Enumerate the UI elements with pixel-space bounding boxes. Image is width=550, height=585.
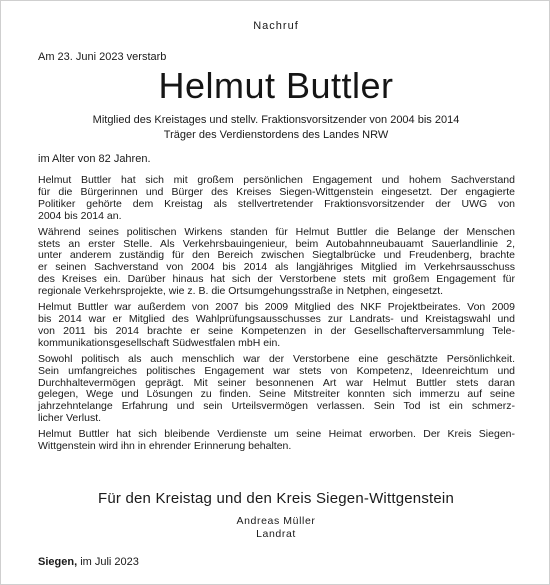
body-line: Wittgenstein wird ihn in ehrender Erinnerung behalten. — [38, 440, 292, 453]
body-paragraph — [38, 429, 515, 453]
body-line: unter anderem zuständig für den Bereich zwischen Siegtalbrücke und Freudenberg, brachte — [38, 249, 515, 262]
roles-block — [1, 113, 550, 143]
body-line: jahrzehntelange Erfahrung und sein Urteilsvermögen verlassen. Sein Tod ist ein schmerz- — [38, 400, 515, 413]
place-date: im Juli 2023 — [80, 556, 139, 568]
deceased-name: Helmut Buttler — [158, 65, 394, 106]
body-line: Sowohl politisch als auch menschlich war der Verstorbene eine geschätzte Persönlichkeit. — [38, 352, 515, 365]
body-line: Helmut Buttler war außerdem von 2007 bis 2009 Mitglied des NKF Projektbeirates. Von 2009 — [38, 301, 515, 314]
signer-title: Landrat — [256, 528, 296, 540]
body-line: kommunikationsgesellschaft Südwestfalen mbH ein. — [38, 336, 281, 349]
role-line: Träger des Verdienstordens des Landes NRW — [163, 129, 389, 141]
body-paragraph — [38, 354, 515, 425]
body-line: von 2011 bis 2014 brachte er seine Kompetenzen in der Gesellschafterversammlung Tele- — [38, 324, 515, 337]
place-city: Siegen, — [38, 556, 78, 568]
death-date-line: Am 23. Juni 2023 verstarb — [38, 51, 167, 63]
body-line: stets an erster Stelle. Als Verkehrsbauingenieur, beim Autobahnneubauamt Sauerlandlinie 2, — [38, 237, 515, 250]
body-paragraph — [38, 227, 515, 298]
notice-heading: Nachruf — [253, 20, 299, 32]
body-paragraph — [38, 302, 515, 350]
body-line: bis 2014 war er Mitglied des Wahlprüfungsausschusses zur Landrats- und Kreistagswahl und — [38, 312, 515, 325]
place-date-line — [38, 556, 139, 568]
body-line: des Kreises ein. Darüber hinaus hat sich der Verstorbene stets mit großem Engagement für — [38, 273, 515, 286]
signer-name: Andreas Müller — [236, 515, 316, 527]
body-line: 2004 bis 2014 an. — [38, 209, 122, 222]
closing-line: Für den Kreistag und den Kreis Siegen-Wittgenstein — [97, 490, 455, 507]
body-line: er seinen Sachverstand von 2004 bis 2014 als langjähriges Mitglied im Verkehrsausschuss — [38, 261, 515, 274]
age-line: im Alter von 82 Jahren. — [38, 153, 151, 165]
signature-block — [1, 515, 550, 541]
body-line: Helmut Buttler hat sich bleibende Verdienste um seine Heimat erworben. Der Kreis Siegen- — [38, 428, 515, 441]
body-line: gelegen, Wege und Lösungen zu finden. Seine Mitstreiter konnten sich immerzu auf seine — [38, 388, 515, 401]
body-line: Helmut Buttler hat sich mit großem persönlichen Engagement und hohem Sachverstand — [38, 174, 515, 186]
body-line: Während seines politischen Wirkens standen für Helmut Buttler die Belange der Menschen — [38, 225, 515, 238]
body-line: für die Bürgerinnen und Bürger des Kreises Siegen-Wittgenstein eingesetzt. Der engagierte — [38, 185, 515, 198]
obituary-body — [38, 175, 515, 457]
body-line: Politiker gehörte dem Kreistag als stellvertretender Fraktionsvorsitzender der UWG von — [38, 197, 515, 210]
body-line: regionale Verkehrsprojekte, wie z. B. die Ortsumgehungsstraße in Netphen, eingesetzt. — [38, 285, 444, 298]
body-paragraph — [38, 175, 515, 223]
body-line: licher Verlust. — [38, 412, 102, 425]
body-line: Durchhaltevermögen geprägt. Mit seiner besonnenen Art war Helmut Buttler stets daran — [38, 376, 515, 389]
role-line: Mitglied des Kreistages und stellv. Fraktionsvorsitzender von 2004 bis 2014 — [92, 114, 460, 126]
body-line: Sein umfangreiches politisches Engagement war stets von Kompetenz, Ideenreichtum und — [38, 364, 515, 377]
